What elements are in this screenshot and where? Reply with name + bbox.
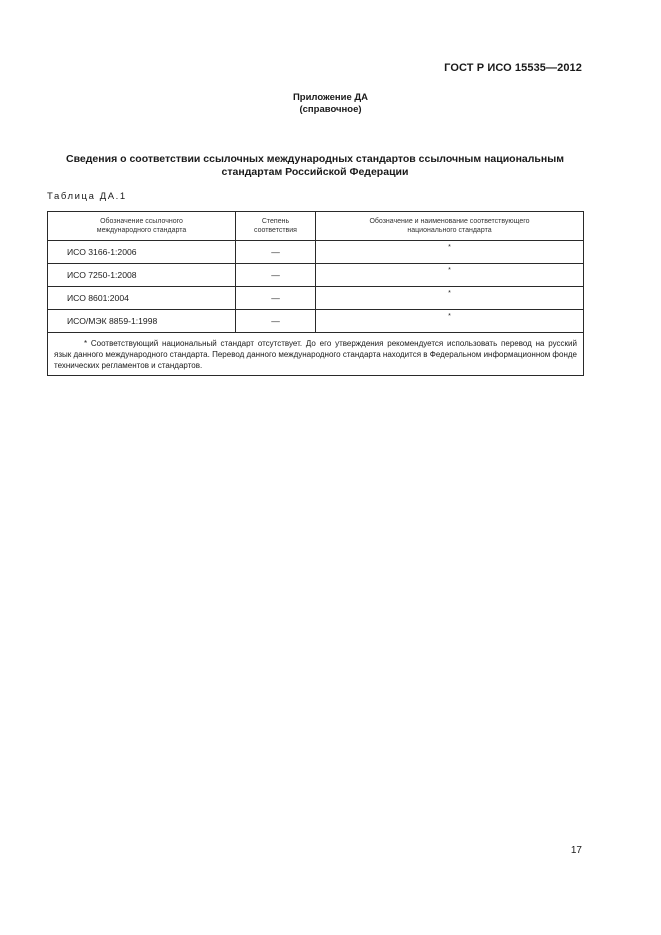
cell-standard: ИСО 7250-1:2008 <box>48 264 236 287</box>
document-title-line-1: Сведения о соответствии ссылочных международных стандартов ссылочным национальным <box>66 153 564 165</box>
standard-code: ГОСТ Р ИСО 15535—2012 <box>444 62 582 74</box>
header-col3-line2: национального стандарта <box>407 227 492 234</box>
table-row <box>48 241 584 264</box>
cell-national: * <box>316 264 584 287</box>
correspondence-table <box>47 211 584 376</box>
cell-standard: ИСО/МЭК 8859-1:1998 <box>48 310 236 333</box>
cell-degree: — <box>236 310 316 333</box>
appendix-title: Приложение ДА <box>292 92 369 103</box>
table-row <box>48 310 584 333</box>
header-col3-line1: Обозначение и наименование соответствующего <box>369 218 530 225</box>
table-row <box>48 287 584 310</box>
header-national-standard <box>316 212 584 241</box>
table-label: Таблица ДА.1 <box>47 191 127 202</box>
table-row <box>48 264 584 287</box>
page-number: 17 <box>570 845 582 856</box>
table-footnote <box>48 333 584 376</box>
header-degree <box>236 212 316 241</box>
header-reference-standard <box>48 212 236 241</box>
header-col2-line2: соответствия <box>254 227 297 234</box>
document-title-line-2: стандартам Российской Федерации <box>221 166 409 178</box>
cell-degree: — <box>236 264 316 287</box>
table-footnote-row <box>48 333 584 376</box>
cell-national: * <box>316 287 584 310</box>
header-col1-line2: международного стандарта <box>96 227 187 234</box>
table-header-row <box>48 212 584 241</box>
header-col2-line1: Степень <box>261 218 290 225</box>
cell-national: * <box>316 310 584 333</box>
header-col1-line1: Обозначение ссылочного <box>100 218 183 225</box>
appendix-subtitle: (справочное) <box>299 104 362 115</box>
appendix-heading <box>0 92 661 116</box>
cell-degree: — <box>236 241 316 264</box>
cell-standard: ИСО 8601:2004 <box>48 287 236 310</box>
document-title <box>47 153 583 179</box>
cell-national: * <box>316 241 584 264</box>
footnote-text: * Соответствующий национальный стандарт отсутствует. До его утверждения рекомендуется использовать перевод на русский язык данного международного стандарта. Перевод данного международного стандарта находится в Федеральном информационном фонде технических регламентов и стандартов. <box>54 339 577 370</box>
cell-degree: — <box>236 287 316 310</box>
cell-standard: ИСО 3166-1:2006 <box>48 241 236 264</box>
